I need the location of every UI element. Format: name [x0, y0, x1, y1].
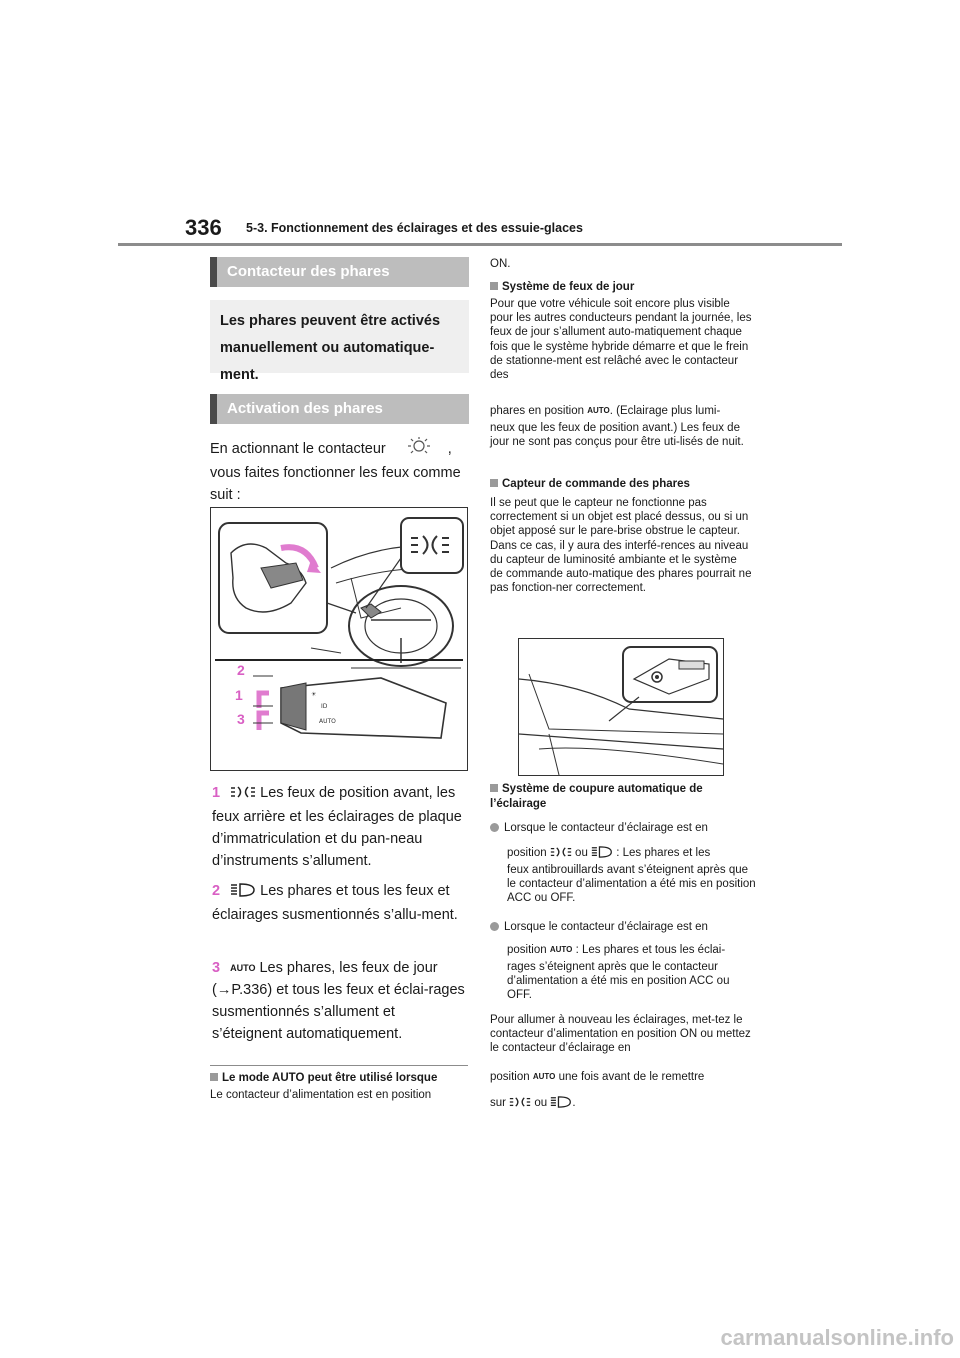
banner-activation: Activation des phares	[210, 394, 469, 424]
note-heading	[210, 1071, 472, 1086]
lead-box: Les phares peuvent être activés manuellement ou automatique-ment.	[210, 300, 469, 373]
note-rule	[210, 1065, 468, 1066]
relight-end: .	[572, 1097, 576, 1109]
position-light-icon	[230, 784, 256, 806]
svg-text:☀: ☀	[311, 691, 317, 698]
light-switch-icon	[404, 437, 434, 462]
relight-line-b	[490, 1070, 752, 1084]
drl-text-d: neux que les feux de position avant.) Les feux de jour ne sont pas conçus pour être uti-lisés de nuit.	[490, 422, 744, 449]
list-text-2: Les phares et tous les feux et éclairages susmentionnés s’allu-ment.	[212, 883, 458, 923]
figure-label-3: 3	[237, 711, 245, 727]
section-title: 5-3. Fonctionnement des éclairages et des essuie-glaces	[246, 221, 583, 235]
note-heading-text: Le mode AUTO peut être utilisé lorsque	[222, 1072, 438, 1084]
relight-text-d: sur	[490, 1097, 506, 1109]
note-text: Le contacteur d’alimentation est en position	[210, 1089, 432, 1101]
round-bullet-icon	[490, 823, 499, 832]
bullet1-text-b: position	[507, 847, 547, 859]
relight-text-a: Pour allumer à nouveau les éclairages, met-tez le contacteur d’alimentation en position ON ou mettez le contacteur d’éclairage en	[490, 1014, 751, 1055]
list-item-1	[212, 782, 468, 872]
relight-or: ou	[534, 1097, 548, 1109]
bullet1-or: ou	[575, 847, 588, 859]
sensor-illustration	[519, 639, 723, 775]
bullet1-line-b	[507, 846, 757, 862]
headlight-icon	[550, 1096, 572, 1112]
relight-text-c: une fois avant de le remettre	[558, 1071, 705, 1083]
bullet1-line-a	[490, 821, 752, 835]
bullet2-line-b	[507, 943, 757, 957]
list-num-2: 2	[212, 883, 221, 899]
list-text-1: Les feux de position avant, les feux arrière et les éclairages de plaque d’immatriculation et du pan-neau d’instruments s’allument.	[212, 785, 462, 869]
auto-icon: AUTO	[230, 963, 256, 973]
list-text-3: Les phares, les feux de jour (→P.336) et tous les feux et éclai-rages susmentionnés s’allument et s’éteignent automatiquement.	[212, 960, 465, 1042]
drl-text-b: phares en position	[490, 405, 584, 417]
header-rule	[118, 243, 842, 246]
drl-heading-text: Système de feux de jour	[502, 281, 635, 293]
list-num-3: 3	[212, 960, 221, 976]
auto-icon: AUTO	[587, 406, 610, 415]
auto-icon: AUTO	[549, 945, 573, 954]
headlight-icon	[230, 882, 256, 904]
watermark-text: carmanualsonline.info	[720, 1325, 954, 1350]
on-text: ON.	[490, 258, 511, 270]
intro-paragraph	[210, 437, 472, 506]
sensor-figure	[518, 638, 724, 776]
square-bullet-icon	[490, 479, 498, 487]
round-bullet-icon	[490, 922, 499, 931]
relight-text-b: position	[490, 1071, 530, 1083]
intro-text-b: ,	[447, 441, 452, 457]
sensor-heading-text: Capteur de commande des phares	[502, 478, 690, 490]
bullet1-text-a: Lorsque le contacteur d’éclairage est en	[504, 822, 708, 834]
square-bullet-icon	[490, 784, 498, 792]
bullet1-text-d: feux antibrouillards avant s’éteignent après que le contacteur d’alimentation a été mis en position ACC ou OFF.	[507, 864, 756, 905]
figure-label-1: 1	[235, 687, 243, 703]
bullet1-text-c: : Les phares et les	[616, 847, 711, 859]
list-item-3	[212, 957, 468, 1045]
square-bullet-icon	[210, 1073, 218, 1081]
intro-text-a: En actionnant le contacteur	[210, 441, 386, 457]
bullet2-text-a: Lorsque le contacteur d’éclairage est en	[504, 921, 708, 933]
cutoff-heading-text: Système de coupure automatique de l’éclairage	[490, 783, 703, 810]
relight-line-d	[490, 1096, 752, 1112]
watermark	[0, 1325, 960, 1351]
bullet2-line-a	[490, 920, 752, 934]
svg-text:AUTO: AUTO	[319, 718, 336, 725]
drl-text-c: . (Eclairage plus lumi-	[609, 405, 721, 417]
cutoff-heading	[490, 782, 752, 812]
sensor-text: Il se peut que le capteur ne fonctionne pas correctement si un objet est placé dessus, ou si un objet apposé sur le pare-brise obstrue le capteur. Dans ce cas, il y aura des interfé-rences au niveau du capteur de luminosité ambiante et le système de commande auto-matique des phares pourrait ne pas fonction-ner correctement.	[490, 497, 752, 595]
position-light-icon	[550, 846, 572, 862]
drl-heading	[490, 280, 752, 295]
headlight-switch-figure	[210, 507, 468, 771]
headlight-icon	[591, 846, 613, 862]
figure-label-2: 2	[237, 662, 245, 678]
bullet2-text-c: : Les phares et tous les éclai-	[575, 944, 726, 956]
svg-text:ID: ID	[321, 703, 328, 710]
banner-contacteur: Contacteur des phares	[210, 257, 469, 287]
drl-line	[490, 404, 752, 418]
bullet2-text-b: position	[507, 944, 547, 956]
list-item-2	[212, 880, 468, 926]
headlight-switch-illustration	[211, 508, 467, 770]
drl-text-a: Pour que votre véhicule soit encore plus visible pour les autres conducteurs pendant la journée, les feux de jour s’allument auto-matiquement chaque fois que le système hybride démarre et que le frein de stationne-ment est relâché avec le contacteur des	[490, 298, 752, 382]
bullet2-text-d: rages s’éteignent après que le contacteur d’alimentation a été mis en position ACC ou OFF.	[507, 961, 730, 1002]
page-number: 336	[185, 215, 222, 240]
square-bullet-icon	[490, 282, 498, 290]
auto-icon: AUTO	[532, 1072, 556, 1081]
list-num-1: 1	[212, 785, 221, 801]
intro-text-c: vous faites fonctionner les feux comme suit :	[210, 465, 461, 503]
sensor-heading	[490, 477, 752, 492]
position-light-icon	[509, 1096, 531, 1112]
